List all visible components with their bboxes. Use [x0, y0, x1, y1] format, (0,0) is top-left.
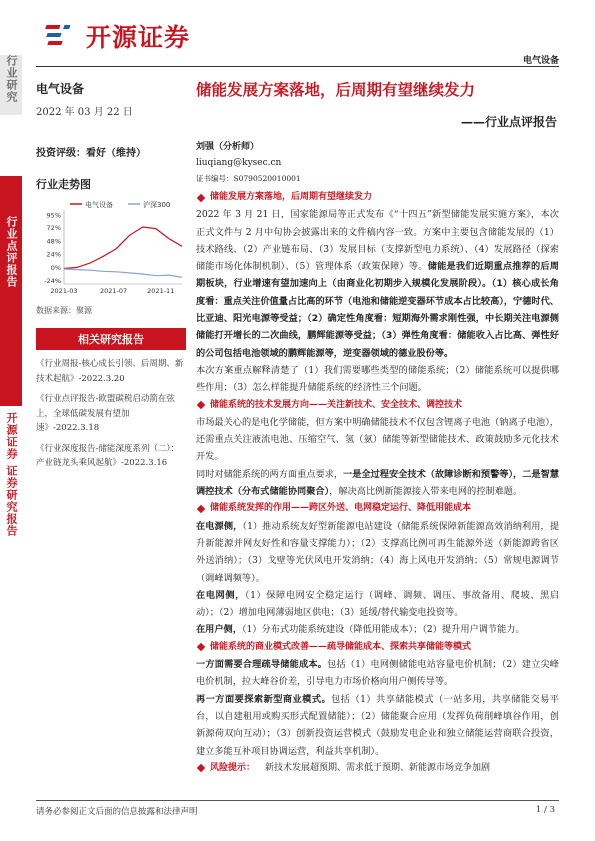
section-heading: 储能系统的技术发展方向——关注新技术、安全技术、调控技术: [196, 397, 559, 414]
related-report-item[interactable]: 《行业点评报告-欧盟碳税启动箭在弦上，全球低碳发展有望加速》-2022.3.18: [36, 394, 175, 433]
footer-rule: [36, 800, 559, 801]
legend-label: 电气设备: [85, 201, 113, 209]
investment-rating: 投资评级：看好（维持）: [36, 148, 146, 159]
side-tag-report-type: 行业点评报告: [0, 176, 22, 406]
body-paragraph: [196, 518, 559, 587]
emphasis-text: 在电网侧，: [196, 589, 245, 601]
y-tick-label: 95%: [46, 211, 61, 220]
related-report-item[interactable]: 《行业周报-核心成长引领、后周期、新技术起航》-2022.3.20: [36, 359, 184, 384]
x-tick-label: 2021-07: [99, 287, 128, 295]
body-paragraph: [196, 587, 559, 622]
body-text: （1）推动系统友好型新能源电站建设（储能系统保障新能源高效消纳利用，提升新能源并网友好性和容量支撑能力）；（2）支撑高比例可再生能源外送（新能源跨省区外送消纳）；（3）戈壁等光伏风电开发消纳；（4）海上风电开发消纳；（5）常规电源调节（调峰调频等）。: [196, 520, 560, 584]
y-tick-label: 72%: [46, 224, 61, 233]
body-paragraph: [196, 206, 559, 362]
logo-text: 开源证券: [86, 23, 191, 52]
analyst-info: [196, 139, 301, 187]
trend-chart-svg: [36, 198, 186, 298]
y-tick-label: 0%: [50, 263, 61, 272]
body-text: 同时对储能系统的两方面重点要求，: [196, 468, 344, 480]
header-section-label: 电气设备: [522, 56, 559, 66]
emphasis-text: 再一方面要探索新型商业模式。: [196, 693, 332, 705]
section-heading: 储能系统的商业模式改善——疏导储能成本、探索共享储能等模式: [196, 639, 559, 656]
report-body: [196, 189, 559, 777]
y-tick-label: -24%: [44, 277, 61, 286]
body-text: ，解决高比例新能源接入带来电网的控制难题。: [329, 486, 523, 498]
data-source: 数据来源：聚源: [36, 306, 92, 315]
x-tick-label: 2021-11: [147, 287, 175, 295]
body-paragraph: [196, 691, 559, 760]
body-paragraph: [196, 621, 559, 638]
body-text: 包括（1）共享储能模式（一站多用，共享储能交易平台，以自建租用或购买形式配置储能）；（2）储能聚合应用（发挥负荷削峰填谷作用，创新源荷双向互动）；（3）创新投资运营模式（鼓励发电企业和独立储能运营商联合投资，建立多能互补项目协调运营，利益共享机制）。: [196, 693, 559, 757]
footer-disclaimer: 请务必参阅正文后面的信息披露和法律声明: [36, 807, 198, 817]
company-logo: [44, 18, 190, 54]
risk-text: 新技术发展超预期、需求低于预期、新能源市场竞争加剧: [265, 762, 491, 773]
analyst-name: 刘强（分析师）: [196, 142, 260, 152]
report-title: 储能发展方案落地，后周期有望继续发力: [196, 81, 476, 99]
emphasis-text: 一是全过程安全技术（故障诊断和预警等），二是智慧调控技术（分布式储能协同聚合）: [196, 468, 560, 498]
series-line: [64, 227, 182, 269]
body-text: 本次方案重点解释清楚了（1）我们需要哪些类型的储能系统；（2）储能系统可以提供哪些作用；（3）怎么样能提升储能系统的经济性三个问题。: [196, 364, 559, 394]
side-tag-research: 行业研究: [0, 55, 22, 115]
section-heading: 储能发展方案落地，后周期有望继续发力: [196, 189, 559, 206]
related-reports-list: [36, 357, 186, 477]
x-tick-label: 2021-03: [50, 287, 78, 295]
side-tag-company: 开源证券 证券研究报告: [0, 412, 22, 592]
header-rule: [36, 66, 559, 67]
trend-chart-title: 行业走势图: [36, 178, 91, 191]
industry-name: 电气设备: [36, 82, 85, 96]
y-tick-label: 24%: [46, 250, 61, 259]
risk-notice: [196, 760, 559, 777]
body-text: 包括（1）电网侧储能电站容量电价机制；（2）建立尖峰电价机制，拉大峰谷价差，引导电力市场价格向用户侧传导等。: [196, 659, 559, 688]
analyst-cert: 证书编号：S0790520010001: [196, 174, 301, 183]
risk-label: 风险提示：: [210, 762, 256, 773]
section-heading: 储能系统发挥的作用——跨区外送、电网稳定运行、降低用能成本: [196, 500, 559, 517]
series-line: [64, 269, 182, 277]
analyst-email[interactable]: liuqiang@kysec.cn: [196, 158, 282, 168]
report-date: 2022 年 03 月 22 日: [36, 107, 133, 118]
body-paragraph: [196, 362, 559, 397]
legend-label: 沪深300: [143, 201, 171, 209]
related-report-item[interactable]: 《行业深度报告-储能深度系列（二）：产业链龙头乘风起航》-2022.3.16: [36, 443, 180, 468]
related-reports-header: 相关研究报告: [36, 328, 186, 350]
emphasis-text: 一方面需要合理疏导储能成本。: [196, 659, 328, 671]
body-text: 市场最关心的是电化学储能，但方案中明确储能技术不仅包含锂离子电池（钠离子电池），还需重点关注液流电池、压缩空气、氢（氨）储能等新型储能技术、政策鼓励多元化技术开发。: [196, 416, 559, 463]
body-paragraph: [196, 414, 559, 466]
emphasis-text: 在电源侧，: [196, 520, 243, 532]
logo-mark-icon: [44, 21, 80, 51]
emphasis-text: 储能是我们近期重点推荐的后周期板块，行业增速有望加速向上（由商业化初期步入规模化发展阶段）。（1）核心成长角度看：重点关注价值量占比高的环节（电池和储能逆变器环节成本占比较高），宁德时代、比亚迪、阳光电源等受益；（2）确定性角度看：短期海外需求刚性强，中长期关注电源侧储能打开增长的二次曲线，鹏辉能源等受益；（3）弹性角度看：储能收入占比高、弹性好的公司包括电池领域的鹏辉能源等，逆变器领域的德业股份等。: [196, 261, 559, 359]
y-tick-label: 48%: [46, 237, 61, 246]
report-subtitle: ——行业点评报告: [460, 115, 557, 129]
body-text: （1）分布式功能系统建设（降低用能成本）；（2）提升用户调节能力。: [241, 624, 525, 636]
body-paragraph: [196, 656, 559, 691]
trend-chart: [36, 198, 186, 298]
body-text: （1）保障电网安全稳定运行（调峰、调频、调压、事故备用、爬坡、黑启动）；（2）增加电网薄弱地区供电；（3）延缓/替代输变电投资等。: [196, 589, 559, 619]
body-text: 2022 年 3 月 21 日，国家能源局等正式发布《“十四五”新型储能发展实施方案》，本次正式文件与 2 月中旬协会披露出来的文件稿内容一致。方案中主要包含储能发展的（1）技术路线、（2）产业链布局、（3）发展目标（支撑新型电力系统）、（4）发展路径（探索储能市场化体制机制）、（5）管理体系（政策保障）等。: [196, 209, 559, 273]
page-number: 1 / 3: [535, 805, 555, 815]
body-paragraph: [196, 466, 559, 501]
emphasis-text: 在用户侧，: [196, 624, 242, 636]
